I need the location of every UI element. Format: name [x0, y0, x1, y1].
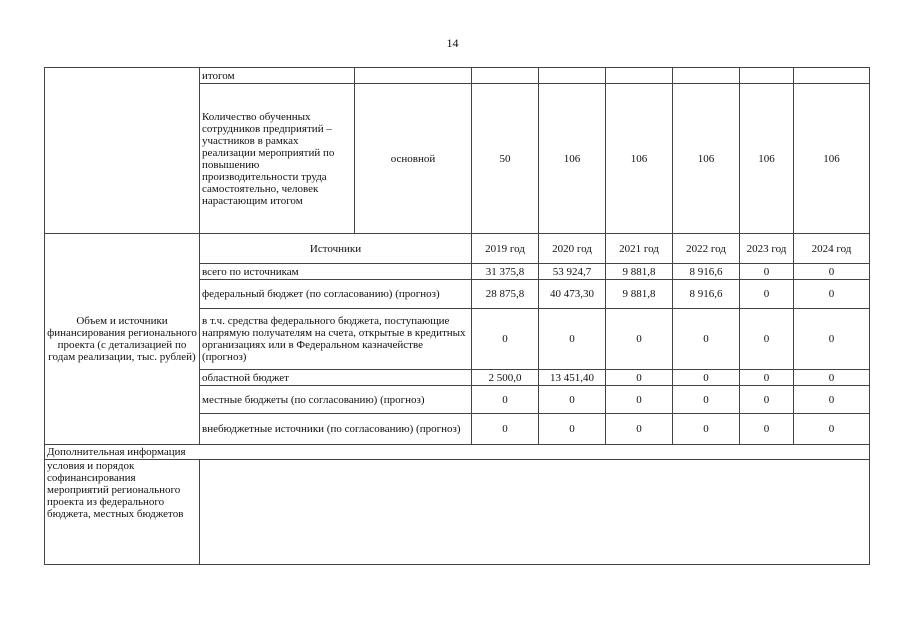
financing-value: 0 [673, 370, 740, 386]
indicator-value: 106 [673, 84, 740, 234]
financing-value: 0 [673, 414, 740, 445]
indicator-row [45, 68, 870, 84]
indicator-name: итогом [200, 68, 355, 84]
year-header: 2023 год [740, 234, 794, 264]
financing-source-name: всего по источникам [200, 264, 472, 280]
financing-value: 0 [740, 280, 794, 309]
indicator-type [355, 68, 472, 84]
financing-value: 0 [794, 414, 870, 445]
year-header: 2021 год [606, 234, 673, 264]
financing-value: 13 451,40 [539, 370, 606, 386]
financing-value: 9 881,8 [606, 280, 673, 309]
financing-value: 0 [794, 309, 870, 370]
financing-value: 0 [539, 414, 606, 445]
financing-value: 2 500,0 [472, 370, 539, 386]
indicator-value: 50 [472, 84, 539, 234]
conditions-label: условия и порядок софинансирования мероприятий регионального проекта из федерального бюджета, местных бюджетов [45, 460, 200, 565]
financing-value: 40 473,30 [539, 280, 606, 309]
financing-value: 0 [472, 386, 539, 414]
additional-info-title: Дополнительная информация [45, 445, 870, 460]
financing-value: 0 [673, 309, 740, 370]
financing-value: 0 [606, 370, 673, 386]
financing-value: 31 375,8 [472, 264, 539, 280]
financing-source-name: федеральный бюджет (по согласованию) (прогноз) [200, 280, 472, 309]
financing-value: 0 [673, 386, 740, 414]
financing-source-name: областной бюджет [200, 370, 472, 386]
page-number: 14 [446, 36, 459, 50]
year-header: 2024 год [794, 234, 870, 264]
year-header: 2019 год [472, 234, 539, 264]
indicator-value [740, 68, 794, 84]
indicator-value: 106 [794, 84, 870, 234]
financing-value: 0 [606, 414, 673, 445]
indicator-name: Количество обученных сотрудников предприятий – участников в рамках реализации мероприятий по повышению производительности труда самостоятельно, человек нарастающим итогом [200, 84, 355, 234]
year-header: 2020 год [539, 234, 606, 264]
financing-value: 8 916,6 [673, 264, 740, 280]
financing-value: 0 [740, 264, 794, 280]
financing-value: 8 916,6 [673, 280, 740, 309]
financing-value: 0 [794, 280, 870, 309]
financing-header-row [45, 234, 870, 264]
financing-value: 0 [740, 414, 794, 445]
financing-value: 0 [606, 309, 673, 370]
year-header: 2022 год [673, 234, 740, 264]
indicator-value: 106 [539, 84, 606, 234]
sources-header: Источники [200, 234, 472, 264]
financing-section-label: Объем и источники финансирования регионального проекта (с детализацией по годам реализации, тыс. рублей) [45, 234, 200, 445]
financing-source-name: внебюджетные источники (по согласованию) (прогноз) [200, 414, 472, 445]
financing-value: 0 [539, 386, 606, 414]
conditions-row [45, 460, 870, 565]
passport-table [44, 67, 870, 565]
additional-info-row [45, 445, 870, 460]
indicator-label-cell [45, 68, 200, 234]
financing-value: 53 924,7 [539, 264, 606, 280]
financing-value: 0 [472, 414, 539, 445]
indicator-type: основной [355, 84, 472, 234]
financing-value: 0 [740, 309, 794, 370]
financing-value: 0 [606, 386, 673, 414]
financing-value: 9 881,8 [606, 264, 673, 280]
indicator-value [794, 68, 870, 84]
financing-value: 0 [472, 309, 539, 370]
indicator-value [472, 68, 539, 84]
financing-value: 0 [794, 264, 870, 280]
financing-value: 0 [740, 386, 794, 414]
indicator-value: 106 [606, 84, 673, 234]
financing-value: 0 [740, 370, 794, 386]
indicator-value [673, 68, 740, 84]
indicator-value: 106 [740, 84, 794, 234]
financing-source-name: местные бюджеты (по согласованию) (прогноз) [200, 386, 472, 414]
financing-value: 0 [539, 309, 606, 370]
indicator-value [539, 68, 606, 84]
conditions-value [200, 460, 870, 565]
financing-value: 28 875,8 [472, 280, 539, 309]
financing-value: 0 [794, 370, 870, 386]
financing-source-name: в т.ч. средства федерального бюджета, поступающие напрямую получателям на счета, открытые в кредитных организациях или в Федеральном казначействе (прогноз) [200, 309, 472, 370]
indicator-value [606, 68, 673, 84]
financing-value: 0 [794, 386, 870, 414]
